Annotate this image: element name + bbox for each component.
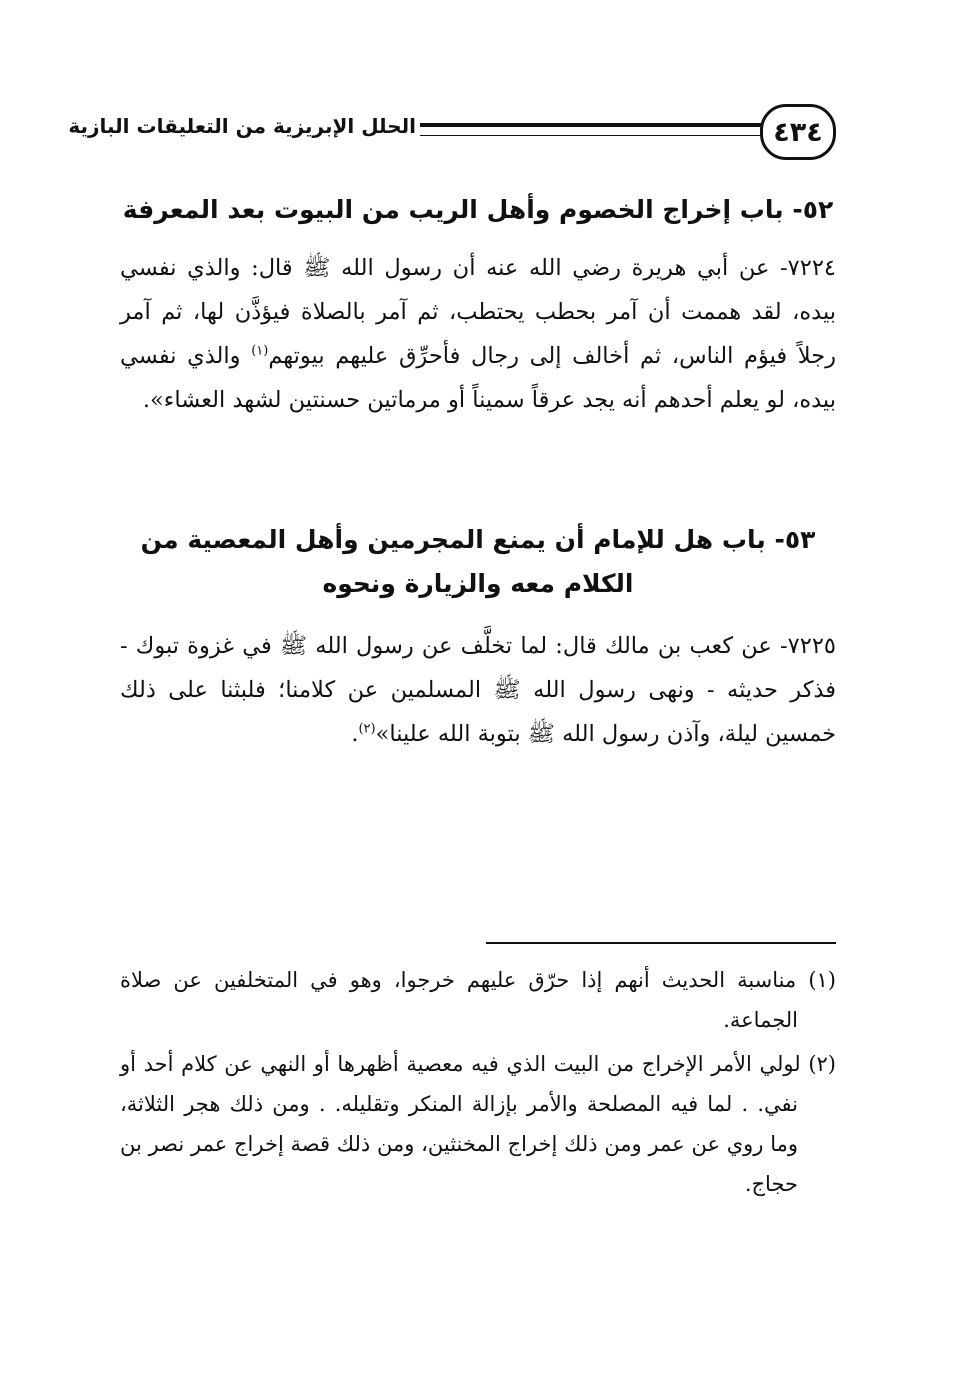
hadith-text: عن أبي هريرة رضي الله عنه أن رسول الله ﷺ قال: والذي نفسي بيده، لقد هممت أن آمر بحطب يحتطب، ثم آمر بالصلاة فيؤذَّن لها، ثم آمر رجلاً فيؤم الناس، ثم أخالف إلى رجال فأحرِّق عليهم بيوتهم xyxy=(120,255,836,369)
footnote-separator xyxy=(486,942,836,944)
footnote-ref: (٢) xyxy=(358,721,376,737)
hadith-number: ٧٢٢٤- xyxy=(780,255,836,281)
running-title: الحلل الإبريزية من التعليقات البازية xyxy=(68,114,416,138)
hadith-text-continued: . xyxy=(351,721,359,747)
hadith-paragraph xyxy=(120,246,836,422)
footnote-marker: (٢) xyxy=(808,1052,836,1076)
hadith-number: ٧٢٢٥- xyxy=(780,633,836,659)
chapter-title: ٥٣- باب هل للإمام أن يمنع المجرمين وأهل المعصية من الكلام معه والزيارة ونحوه xyxy=(140,525,816,598)
hadith-paragraph xyxy=(120,624,836,756)
page-header xyxy=(68,104,836,160)
header-rule xyxy=(420,123,762,136)
footnote-text: مناسبة الحديث أنهم إذا حرّق عليهم خرجوا، وهو في المتخلفين عن صلاة الجماعة. xyxy=(120,968,798,1032)
hadith-text: عن كعب بن مالك قال: لما تخلَّف عن رسول الله ﷺ في غزوة تبوك - فذكر حديثه - ونهى رسول الله ﷺ المسلمين عن كلامنا؛ فلبثنا على ذلك خمسين ليلة، وآذن رسول الله ﷺ بتوبة الله علينا» xyxy=(120,633,836,747)
footnote-text: لولي الأمر الإخراج من البيت الذي فيه معصية أظهرها أو النهي عن كلام أحد أو نفي. . لما فيه المصلحة والأمر بإزالة المنكر وتقليله. . ومن ذلك هجر الثلاثة، وما روي عن عمر ومن ذلك إخراج المخنثين، ومن ذلك قصة إخراج عمر نصر بن حجاج. xyxy=(120,1052,801,1196)
section-53 xyxy=(120,518,836,756)
page-number: ٤٣٤ xyxy=(760,104,836,160)
section-52 xyxy=(120,188,836,422)
hadith-text-continued: والذي نفسي بيده، لو يعلم أحدهم أنه يجد عرقاً سميناً أو مرماتين حسنتين لشهد العشاء». xyxy=(120,343,836,413)
footnote-marker: (١) xyxy=(808,968,836,992)
chapter-title: ٥٢- باب إخراج الخصوم وأهل الريب من البيوت بعد المعرفة xyxy=(122,195,834,224)
footnote-ref: (١) xyxy=(251,343,269,359)
footnote-item xyxy=(120,960,836,1040)
footnotes xyxy=(120,960,836,1208)
footnote-item xyxy=(120,1044,836,1204)
